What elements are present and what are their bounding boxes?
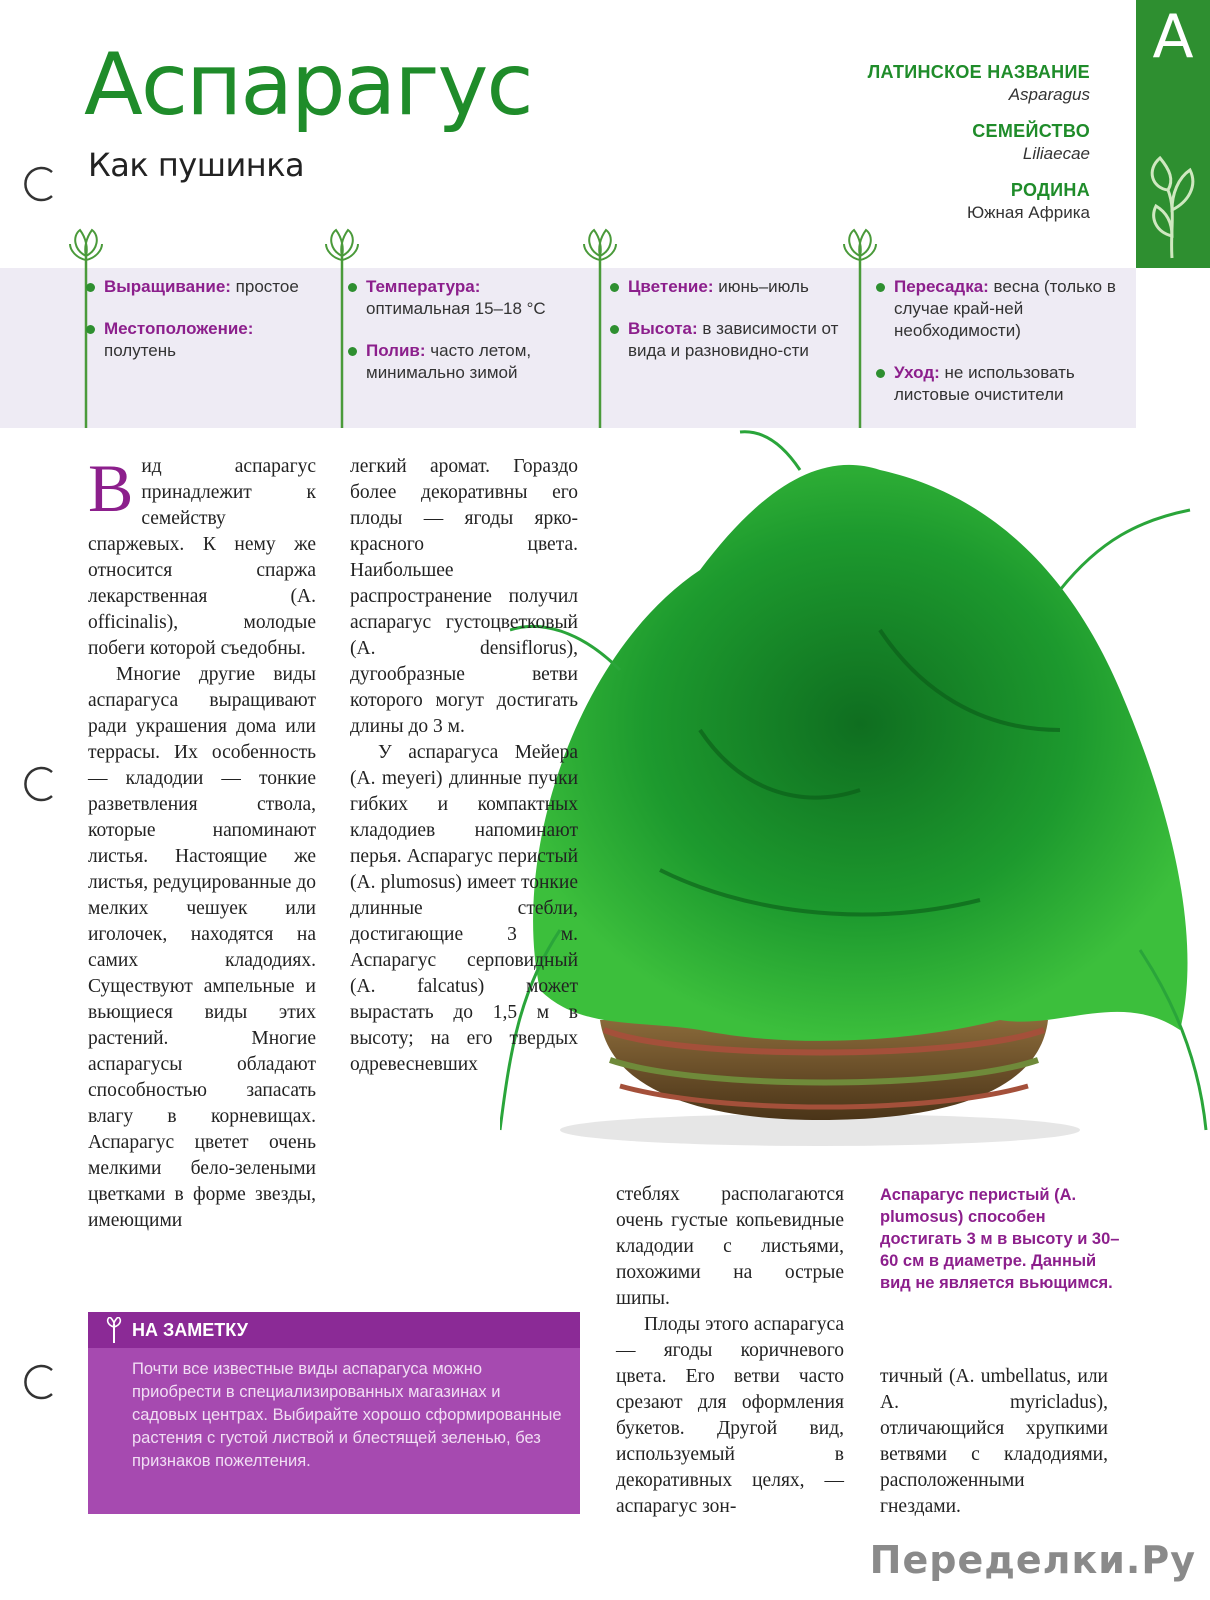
family-label: СЕМЕЙСТВО xyxy=(972,121,1090,141)
page-title: Аспарагус xyxy=(84,35,532,135)
family-value: Liliaecae xyxy=(1022,144,1090,163)
plant-sprout-icon xyxy=(1142,140,1204,260)
article-paragraph: стеблях располагаются очень густые копьевидные кладодии с листьями, похожими на острые шипы. xyxy=(616,1184,844,1309)
info-temperature: Температура: оптимальная 15–18 °С xyxy=(366,276,576,320)
note-title: НА ЗАМЕТКУ xyxy=(132,1320,248,1340)
site-watermark: Переделки.Ру xyxy=(869,1538,1196,1582)
binder-holes xyxy=(0,0,70,1600)
note-header xyxy=(88,1312,580,1348)
sprout-icon xyxy=(102,1317,126,1343)
info-care: Уход: не использовать листовые очистители xyxy=(894,362,1120,406)
article-column-1: Вид аспарагус принадлежит к семейству спаржевых. К нему же относится спаржа лекарственная (A. officinalis), молодые побеги которой съедобны. Многие другие виды аспарагуса выращивают ради украшения дома или террасы. Их особенность — кладодии — тонкие разветвления ствола, которые напоминают листья. Настоящие же листья, редуцированные до мелких чешуек или иголочек, находятся на самих кладодиях. Существуют ампельные и вьющиеся виды этих растений. Многие аспарагусы обладают способностью запасать влагу в корневищах. Аспарагус цветет очень мелкими бело-зелеными цветками в форме звезды, имеющими xyxy=(88,454,316,1234)
latin-name-value: Asparagus xyxy=(1008,85,1090,104)
photo-caption: Аспарагус перистый (A. plumosus) способен достигать 3 м в высоту и 30–60 см в диаметре. Данный вид не является вьющимся. xyxy=(880,1186,1120,1292)
info-column-2 xyxy=(366,276,576,404)
origin-value: Южная Африка xyxy=(966,203,1090,222)
article-paragraph: легкий аромат. Гораздо более декоративны его плоды — ягоды ярко-красного цвета. Наибольшее распространение получил аспарагус густоцветковый (A. densiflorus), дугообразные ветви которого могут достигать длины до 3 м. xyxy=(350,456,578,737)
alphabet-tab xyxy=(1136,0,1210,268)
article-paragraph: тичный (A. umbellatus, или A. myricladus), отличающийся хрупкими ветвями с кладодиями, расположенными гнездами. xyxy=(880,1366,1108,1517)
article-column-4 xyxy=(880,1364,1108,1520)
info-blooming: Цветение: июнь–июль xyxy=(628,276,854,298)
article-paragraph: Многие другие виды аспарагуса выращивают ради украшения дома или террасы. Их особенность — кладодии — тонкие разветвления ствола, которые напоминают листья. Настоящие же листья, редуцированные до мелких чешуек или иголочек, находятся на самих кладодиях. Существуют ампельные и вьющиеся виды этих растений. Многие аспарагусы обладают способностью запасать влагу в корневищах. Аспарагус цветет очень мелкими бело-зелеными цветками в форме звезды, имеющими xyxy=(88,664,316,1231)
tab-letter: А xyxy=(1152,2,1194,72)
info-column-1 xyxy=(104,276,336,382)
info-transplant: Пересадка: весна (только в случае край-ней необходимости) xyxy=(894,276,1120,342)
latin-name-label: ЛАТИНСКОЕ НАЗВАНИЕ xyxy=(867,62,1090,82)
page-subtitle: Как пушинка xyxy=(88,146,305,184)
origin-label: РОДИНА xyxy=(1010,180,1090,200)
plant-meta xyxy=(868,62,1090,239)
article-paragraph: У аспарагуса Мейера (A. meyeri) длинные пучки гибких и компактных кладодиев напоминают перья. Аспарагус перистый (A. plumosus) имеет тонкие длинные стебли, достигающие 3 м. Аспарагус серповидный (A. falcatus) может вырастать до 1,5 м в высоту; на его твердых одревесневших xyxy=(350,742,578,1075)
info-location: Местоположение: полутень xyxy=(104,318,336,362)
article-paragraph: Плоды этого аспарагуса — ягоды коричневого цвета. Его ветви часто срезают для оформления букетов. Другой вид, используемый в декоративных целях, — аспарагус зон- xyxy=(616,1314,844,1517)
note-box xyxy=(88,1312,580,1514)
asparagus-plant-photo xyxy=(500,430,1210,1150)
article-column-3 xyxy=(616,1182,844,1520)
info-height: Высота: в зависимости от вида и разновидно-сти xyxy=(628,318,854,362)
info-watering: Полив: часто летом, минимально зимой xyxy=(366,340,576,384)
info-column-4 xyxy=(894,276,1120,426)
info-growing: Выращивание: простое xyxy=(104,276,336,298)
article-column-2 xyxy=(350,454,578,1078)
drop-cap: В xyxy=(88,450,134,526)
info-column-3 xyxy=(628,276,854,382)
note-text: Почти все известные виды аспарагуса можно приобрести в специализированных магазинах и садовых центрах. Выбирайте хорошо сформированные растения с густой листвой и блестящей зеленью, без признаков пожелтения. xyxy=(132,1360,562,1470)
